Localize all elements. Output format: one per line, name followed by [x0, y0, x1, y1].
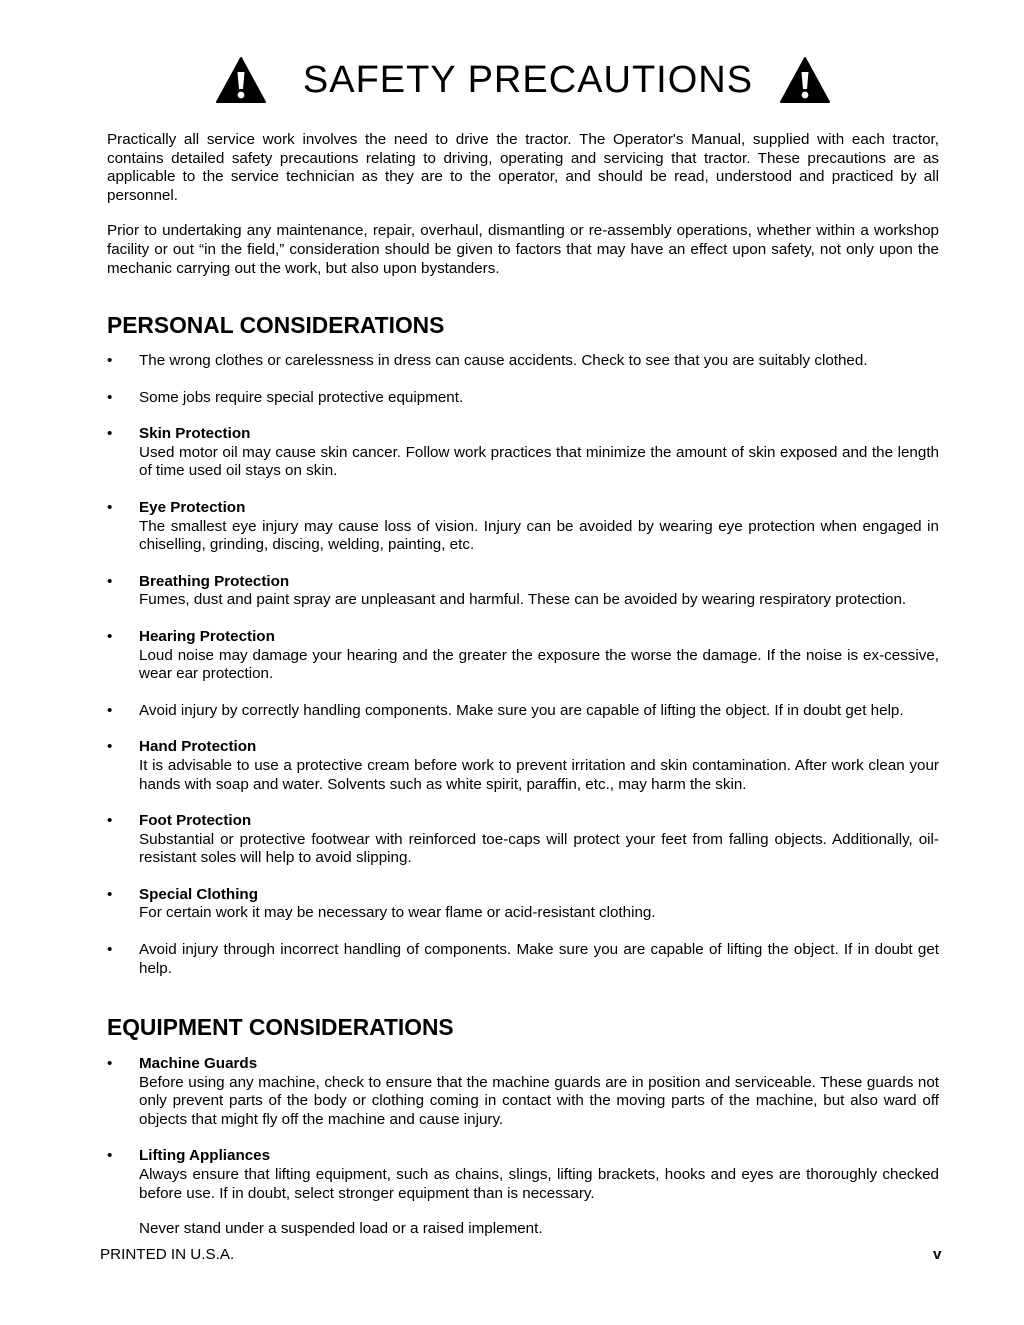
warning-triangle-icon	[779, 56, 831, 104]
bullet-icon: •	[107, 1055, 113, 1072]
list-item	[107, 812, 939, 868]
bullet-icon: •	[107, 352, 113, 369]
list-item	[107, 352, 939, 371]
list-item	[107, 738, 939, 794]
item-text: Before using any machine, check to ensure that the machine guards are in position and serviceable. These guards not only prevent parts of the body or clothing coming in contact with the moving parts of the machine, but also ward off objects that might fly off the machine and cause injury.	[139, 1073, 939, 1128]
warning-triangle-icon	[215, 56, 267, 104]
item-text: Avoid injury through incorrect handling of components. Make sure you are capable of lifting the object. If in doubt get help.	[139, 941, 939, 977]
item-heading: Lifting Appliances	[139, 1147, 271, 1165]
equipment-considerations-heading: EQUIPMENT CONSIDERATIONS	[107, 1014, 454, 1040]
item-text: The wrong clothes or carelessness in dress can cause accidents. Check to see that you are suitably clothed.	[139, 352, 868, 369]
item-heading: Skin Protection	[139, 425, 251, 443]
bullet-icon: •	[107, 885, 113, 903]
printed-in-label: PRINTED IN U.S.A.	[100, 1246, 235, 1263]
item-heading: Eye Protection	[139, 498, 246, 516]
list-item	[107, 886, 939, 923]
bullet-icon: •	[107, 572, 113, 590]
list-item	[107, 499, 939, 555]
bullet-icon: •	[107, 1147, 113, 1165]
list-item	[107, 1055, 939, 1129]
list-item	[107, 941, 939, 978]
page-title: SAFETY PRECAUTIONS	[302, 59, 754, 101]
item-text: Substantial or protective footwear with reinforced toe-caps will protect your feet from falling objects. Additionally, oil-resistant soles will help to avoid slipping.	[139, 830, 939, 867]
list-item	[107, 425, 939, 481]
item-text: For certain work it may be necessary to wear flame or acid-resistant clothing.	[139, 904, 656, 922]
bullet-icon: •	[107, 388, 113, 406]
intro-paragraph: Practically all service work involves the need to drive the tractor. The Operator's Manual, supplied with each tractor, contains detailed safety precautions relating to driving, operating and servicing that tractor. These precautions are as applicable to the service technician as they are to the operator, and should be read, understood and practiced by all personnel.	[107, 131, 939, 204]
bullet-icon: •	[107, 701, 113, 719]
item-text: Used motor oil may cause skin cancer. Follow work practices that minimize the amount of skin exposed and the length of time used oil stays on skin.	[139, 443, 939, 480]
bullet-icon: •	[107, 941, 113, 959]
bullet-icon: •	[107, 498, 113, 516]
list-item	[107, 389, 939, 408]
item-text: Always ensure that lifting equipment, such as chains, slings, lifting brackets, hooks and eyes are thoroughly checked before use. If in doubt, select stronger equipment than is necessary.	[139, 1165, 939, 1202]
item-text: The smallest eye injury may cause loss of vision. Injury can be avoided by wearing eye protection when engaged in chiselling, grinding, discing, welding, painting, etc.	[139, 517, 939, 554]
item-text: Avoid injury by correctly handling components. Make sure you are capable of lifting the object. If in doubt get help.	[139, 701, 904, 719]
page-number: v	[933, 1246, 942, 1263]
list-item	[107, 1147, 939, 1203]
item-heading: Special Clothing	[139, 885, 258, 903]
item-text: Loud noise may damage your hearing and the greater the exposure the worse the damage. If the noise is ex-cessive, wear ear protection.	[139, 646, 939, 683]
equipment-note: Never stand under a suspended load or a raised implement.	[139, 1220, 543, 1237]
item-heading: Breathing Protection	[139, 572, 290, 590]
item-text: Some jobs require special protective equipment.	[139, 388, 464, 406]
item-text: It is advisable to use a protective cream before work to prevent irritation and skin contamination. After work clean your hands with soap and water. Solvents such as white spirit, paraffin, etc., may harm the skin.	[139, 756, 939, 793]
item-heading: Hand Protection	[139, 738, 257, 756]
bullet-icon: •	[107, 812, 113, 830]
list-item	[107, 573, 939, 610]
list-item	[107, 702, 939, 721]
title-row	[107, 56, 939, 104]
bullet-icon: •	[107, 425, 113, 443]
bullet-icon: •	[107, 738, 113, 756]
equipment-considerations-list	[107, 1055, 939, 1221]
list-item	[107, 628, 939, 684]
item-heading: Machine Guards	[139, 1055, 258, 1072]
intro-paragraph: Prior to undertaking any maintenance, repair, overhaul, dismantling or re-assembly operations, whether within a workshop facility or out “in the field,” consideration should be given to factors that may have an effect upon safety, not only upon the mechanic carrying out the work, but also upon bystanders.	[107, 222, 939, 277]
personal-considerations-list	[107, 352, 939, 996]
personal-considerations-heading: PERSONAL CONSIDERATIONS	[107, 312, 445, 338]
item-heading: Hearing Protection	[139, 627, 275, 645]
intro-section	[107, 131, 939, 295]
item-heading: Foot Protection	[139, 812, 252, 830]
item-text: Fumes, dust and paint spray are unpleasant and harmful. These can be avoided by wearing respiratory protection.	[139, 591, 907, 609]
bullet-icon: •	[107, 627, 113, 645]
